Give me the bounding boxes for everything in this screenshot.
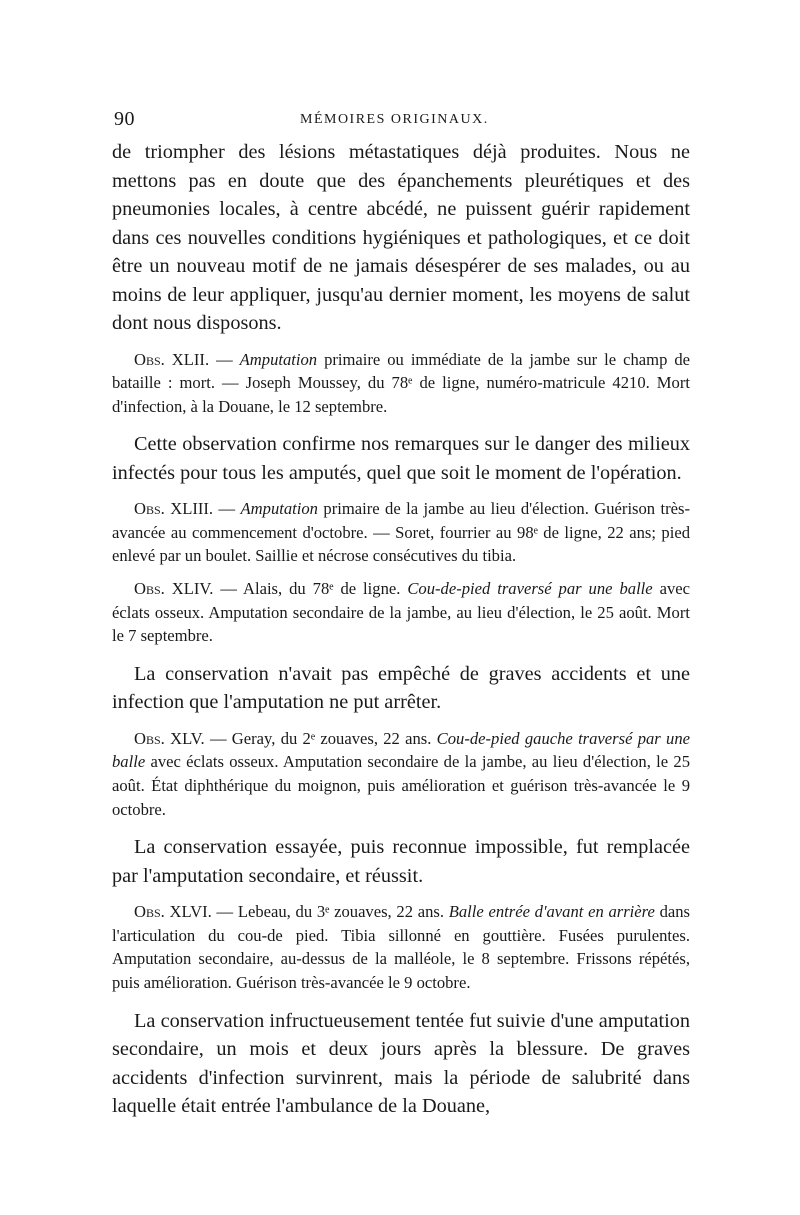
obs-text: primaire de la jambe au lieu d'élection. Guérison très-avancée au commencement d'octobre. — Soret, fourrier au 98ᵉ de ligne, 22 ans; pied enlevé par un boulet. Saillie et nécrose consécutives du tibia.: [112, 499, 691, 566]
obs-italic: Balle entrée d'avant en arrière: [448, 902, 655, 922]
observation-46: [112, 900, 690, 994]
obs-italic: Amputation: [239, 349, 318, 369]
running-title: MÉMOIRES ORIGINAUX.: [300, 112, 489, 127]
obs-pre: — Alais, du 78ᵉ de ligne.: [213, 579, 408, 599]
obs-italic: Amputation: [240, 499, 318, 519]
document-page: [112, 108, 690, 1121]
page-number: 90: [114, 108, 135, 130]
obs-label: Obs. XLIII.: [134, 499, 214, 519]
obs-dash: —: [213, 499, 241, 519]
obs-pre: — Lebeau, du 3ᵉ zouaves, 22 ans.: [211, 902, 449, 922]
obs-text: dans l'articulation du cou-de pied. Tibia sillonné en gouttière. Fusées purulentes. Amputation secondaire, au-dessus de la malléole, le 8 septembre. Frissons répétés, puis amélioration. Guérison très-avancée le 9 octobre.: [112, 902, 691, 992]
obs-text: avec éclats osseux. Amputation secondaire de la jambe, au lieu d'élection, le 25 août. État diphthérique du moignon, puis amélioration et guérison très-avancée le 9 octobre.: [112, 752, 690, 819]
page-header: [112, 108, 690, 138]
obs-label: Obs. XLVI.: [134, 902, 212, 922]
obs-pre: — Geray, du 2ᵉ zouaves, 22 ans.: [204, 728, 437, 748]
obs-label: Obs. XLIV.: [134, 579, 214, 599]
obs-label: Obs. XLV.: [134, 728, 205, 748]
observation-45: [112, 727, 690, 821]
paragraph-3: La conservation n'avait pas empêché de graves accidents et une infection que l'amputation ne put arrêter.: [112, 662, 690, 714]
obs-italic: Cou-de-pied traversé par une balle: [407, 579, 653, 599]
paragraph-2: Cette observation confirme nos remarques sur le danger des milieux infectés pour tous les amputés, quel que soit le moment de l'opération.: [112, 433, 690, 484]
paragraph-4: La conservation essayée, puis reconnue impossible, fut remplacée par l'amputation secondaire, et réussit.: [112, 836, 690, 887]
observation-43: [112, 497, 690, 568]
observation-42: [112, 348, 690, 419]
obs-italic: Cou-de-pied gauche traversé par une balle: [112, 728, 690, 772]
paragraph-1: de triompher des lésions métastatiques déjà produites. Nous ne mettons pas en doute que des épanchements pleurétiques et des pneumonies locales, à centre abcédé, ne puissent guérir rapidement dans ces nouvelles conditions hygiéniques et pathologiques, et ce doit être un nouveau motif de ne jamais désespérer de ses malades, ou au moins de leur appliquer, jusqu'au dernier moment, les moyens de salut dont nous disposons.: [112, 141, 690, 334]
observation-44: [112, 577, 690, 648]
obs-dash: —: [209, 349, 240, 369]
obs-text: primaire ou immédiate de la jambe sur le champ de bataille : mort. — Joseph Moussey, du 78ᵉ de ligne, numéro-matricule 4210. Mort d'infection, à la Douane, le 12 septembre.: [112, 349, 691, 416]
obs-label: Obs. XLII.: [134, 349, 210, 369]
obs-text: avec éclats osseux. Amputation secondaire de la jambe, au lieu d'élection, le 25 août. Mort le 7 septembre.: [112, 579, 690, 646]
paragraph-5: La conservation infructueusement tentée fut suivie d'une amputation secondaire, un mois et deux jours après la blessure. De graves accidents d'infection survinrent, mais la période de salubrité dans laquelle était entrée l'ambulance de la Douane,: [112, 1009, 690, 1118]
